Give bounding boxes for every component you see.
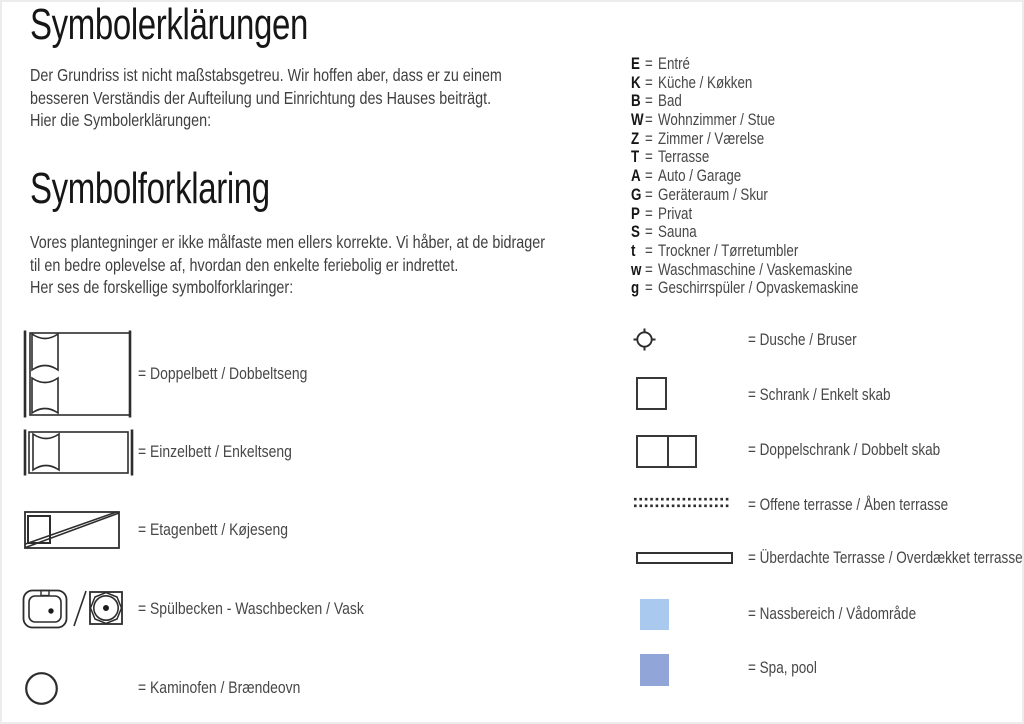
paragraph-line: Her ses de forskellige symbolforklaringer: [30, 277, 294, 297]
single-closet-icon [636, 377, 667, 410]
letter-code-row [631, 74, 858, 93]
letter-code-row [631, 279, 858, 298]
sink-washbasin-icon [22, 588, 126, 630]
letter-code-row [631, 205, 858, 224]
spa-pool-label: = Spa, pool [748, 659, 817, 677]
page-title-german: Symbolerklärungen [30, 0, 308, 49]
letter-code-row [631, 92, 858, 111]
equals-sign: = [644, 185, 653, 204]
shower-label: = Dusche / Bruser [748, 331, 857, 349]
bunk-bed-label: = Etagenbett / Køjeseng [138, 520, 288, 539]
letter-code-row [631, 242, 858, 261]
letter-code-row [631, 223, 858, 242]
equals-sign: = [644, 73, 653, 92]
code-label: Küche / Køkken [658, 73, 753, 92]
equals-sign: = [644, 223, 653, 242]
equals-sign: = [644, 241, 653, 260]
wet-area-label: = Nassbereich / Vådområde [748, 605, 917, 623]
double-bed-icon [22, 330, 134, 418]
code-letter: A [631, 167, 641, 186]
equals-sign: = [644, 148, 653, 167]
code-label: Bad [658, 92, 682, 111]
double-closet-icon [636, 435, 697, 468]
code-letter: E [631, 55, 640, 73]
letter-code-row [631, 55, 858, 74]
single-bed-icon [22, 429, 135, 476]
wet-area-swatch [640, 599, 669, 630]
equals-sign: = [644, 167, 653, 186]
covered-terrace-label: = Überdachte Terrasse / Overdækket terrasse [748, 549, 1023, 567]
paragraph-line: til en bedre oplevelse af, hvordan den enkelte feriebolig er indrettet. [30, 254, 459, 275]
code-label: Entré [658, 55, 690, 73]
letter-code-list [631, 55, 908, 298]
paragraph-line: Der Grundriss ist nicht maßstabsgetreu. Wir hoffen aber, dass er zu einem [30, 65, 502, 85]
code-letter: K [631, 73, 641, 92]
single-bed-label: = Einzelbett / Enkeltseng [138, 442, 292, 461]
code-label: Geschirrspüler / Opvaskemaskine [658, 279, 859, 298]
equals-sign: = [644, 260, 653, 279]
code-letter: T [631, 148, 640, 167]
code-label: Geräteraum / Skur [658, 185, 768, 204]
letter-code-row [631, 261, 858, 280]
open-terrace-label: = Offene terrasse / Åben terrasse [748, 496, 949, 514]
page-title-danish: Symbolforklaring [30, 164, 270, 213]
wood-stove-label: = Kaminofen / Brændeovn [138, 678, 301, 697]
code-letter: t [631, 241, 636, 260]
paragraph-line: Hier die Symbolerklärungen: [30, 110, 212, 130]
letter-code-row [631, 186, 858, 205]
letter-code-row [631, 130, 858, 149]
code-label: Trockner / Tørretumbler [658, 241, 799, 260]
code-letter: S [631, 223, 640, 242]
code-letter: Z [631, 129, 640, 148]
intro-paragraph-danish [30, 231, 545, 299]
code-letter: P [631, 204, 640, 223]
bunk-bed-icon [24, 511, 120, 549]
closet-divider [667, 437, 669, 466]
spa-pool-swatch [640, 654, 669, 686]
double-closet-label: = Doppelschrank / Dobbelt skab [748, 441, 941, 459]
code-letter: g [631, 279, 640, 298]
equals-sign: = [644, 204, 653, 223]
code-letter: G [631, 185, 642, 204]
paragraph-line: Vores plantegninger er ikke målfaste men ellers korrekte. Vi håber, at de bidrager [30, 232, 546, 252]
letter-code-row [631, 148, 858, 167]
equals-sign: = [644, 55, 653, 73]
equals-sign: = [644, 279, 653, 298]
shower-icon [633, 328, 656, 351]
covered-terrace-icon [636, 552, 733, 564]
code-letter: w [631, 260, 642, 279]
equals-sign: = [644, 111, 653, 130]
code-label: Sauna [658, 223, 697, 242]
code-label: Privat [658, 204, 693, 223]
code-label: Waschmaschine / Vaskemaskine [658, 260, 853, 279]
letter-code-row [631, 167, 858, 186]
code-label: Terrasse [658, 148, 710, 167]
code-letter: B [631, 92, 641, 111]
wood-stove-icon [24, 671, 59, 706]
open-terrace-icon [633, 495, 731, 510]
paragraph-line: besseren Verständis der Aufteilung und Einrichtung des Hauses beiträgt. [30, 87, 492, 108]
equals-sign: = [644, 92, 653, 111]
double-bed-label: = Doppelbett / Dobbeltseng [138, 364, 308, 383]
letter-code-row [631, 111, 858, 130]
equals-sign: = [644, 129, 653, 148]
sink-washbasin-label: = Spülbecken - Waschbecken / Vask [138, 599, 364, 618]
single-closet-label: = Schrank / Enkelt skab [748, 386, 891, 404]
code-label: Auto / Garage [658, 167, 742, 186]
code-label: Wohnzimmer / Stue [658, 111, 776, 130]
code-label: Zimmer / Værelse [658, 129, 765, 148]
intro-paragraph-german [30, 64, 502, 132]
code-letter: W [631, 111, 644, 130]
